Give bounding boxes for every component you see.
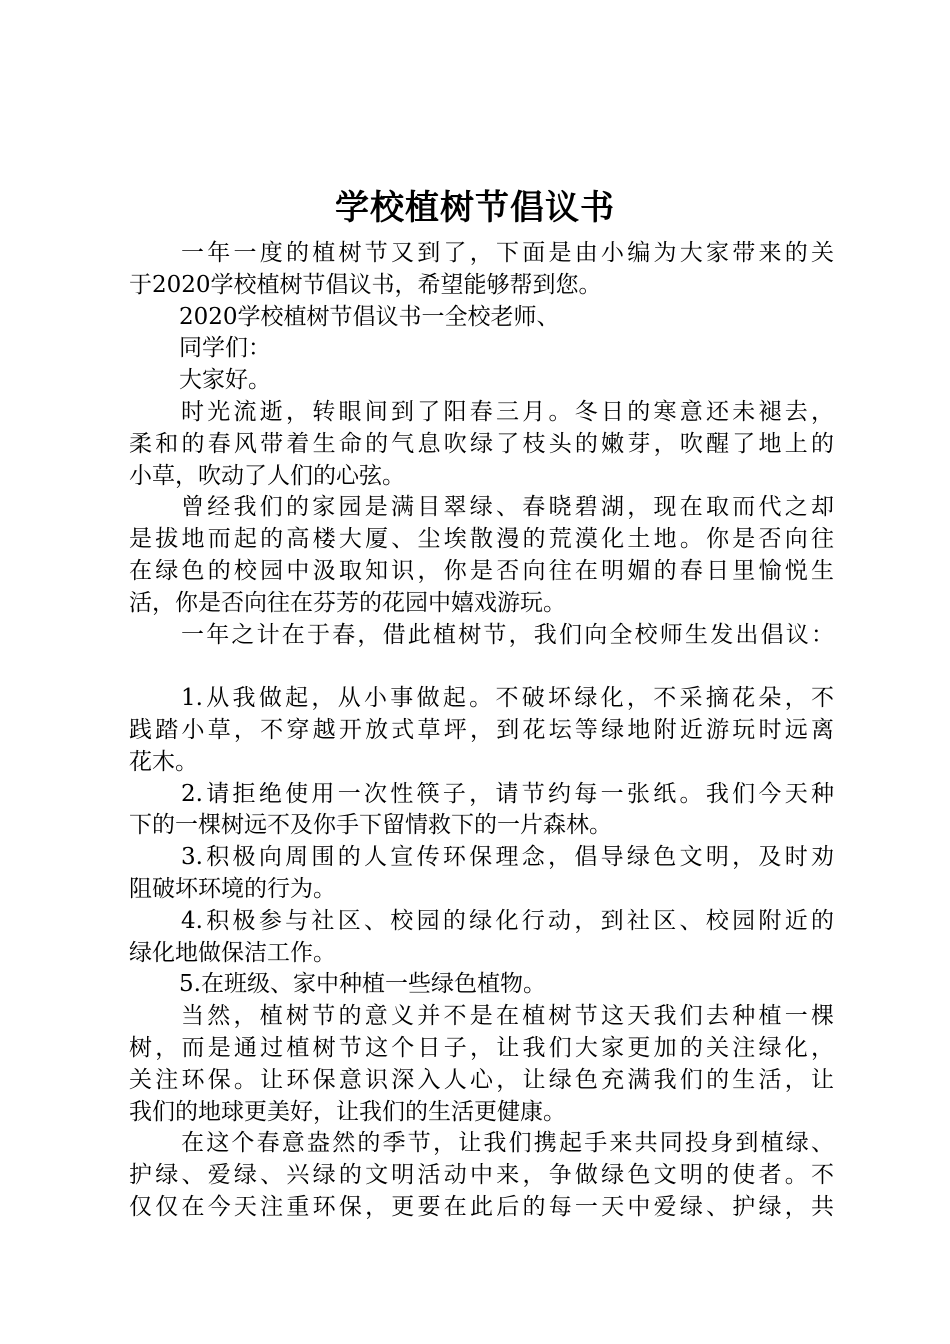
text-line: 绿化地做保洁工作。 xyxy=(129,939,336,966)
text-line: 在这个春意盎然的季节，让我们携起手来共同投身到植绿、 xyxy=(181,1130,834,1157)
text-line: 2020学校植树节倡议书一全校老师、 xyxy=(179,303,560,330)
text-line: 柔和的春风带着生命的气息吹绿了枝头的嫩芽，吹醒了地上的 xyxy=(129,430,834,457)
text-line: 树，而是通过植树节这个日子，让我们大家更加的关注绿化， xyxy=(129,1034,834,1061)
text-line: 践踏小草，不穿越开放式草坪，到花坛等绿地附近游玩时远离 xyxy=(129,716,834,743)
text-line: 2.请拒绝使用一次性筷子，请节约每一张纸。我们今天种 xyxy=(181,780,834,807)
text-line: 于2020学校植树节倡议书，希望能够帮到您。 xyxy=(129,271,602,298)
blank-line xyxy=(129,651,834,683)
text-line: 在绿色的校园中汲取知识，你是否向往在明媚的春日里愉悦生 xyxy=(129,557,834,584)
text-line: 曾经我们的家园是满目翠绿、春晓碧湖，现在取而代之却 xyxy=(181,494,834,521)
text-line: 5.在班级、家中种植一些绿色植物。 xyxy=(179,971,546,998)
text-line: 下的一棵树远不及你手下留情救下的一片森林。 xyxy=(129,812,612,839)
text-line: 活，你是否向往在芬芳的花园中嬉戏游玩。 xyxy=(129,589,566,616)
document-body xyxy=(129,238,834,1224)
text-line: 关注环保。让环保意识深入人心，让绿色充满我们的生活，让 xyxy=(129,1066,834,1093)
page-title: 学校植树节倡议书 xyxy=(335,188,615,228)
text-line: 我们的地球更美好，让我们的生活更健康。 xyxy=(129,1098,566,1125)
text-line: 1.从我做起，从小事做起。不破坏绿化，不采摘花朵，不 xyxy=(181,685,834,712)
text-line: 4.积极参与社区、校园的绿化行动，到社区、校园附近的 xyxy=(181,907,834,934)
text-line: 一年之计在于春，借此植树节，我们向全校师生发出倡议： xyxy=(181,621,834,648)
text-line: 小草，吹动了人们的心弦。 xyxy=(129,462,405,489)
text-line: 当然，植树节的意义并不是在植树节这天我们去种植一棵 xyxy=(181,1003,834,1030)
text-line: 时光流逝，转眼间到了阳春三月。冬日的寒意还未褪去， xyxy=(181,398,834,425)
text-line: 是拔地而起的高楼大厦、尘埃散漫的荒漠化土地。你是否向往 xyxy=(129,526,834,553)
text-line: 护绿、爱绿、兴绿的文明活动中来，争做绿色文明的使者。不 xyxy=(129,1162,834,1189)
text-line: 仅仅在今天注重环保，更要在此后的每一天中爱绿、护绿，共 xyxy=(129,1193,834,1220)
text-line: 阻破坏环境的行为。 xyxy=(129,875,336,902)
text-line: 同学们： xyxy=(179,335,271,362)
text-line: 花木。 xyxy=(129,748,198,775)
text-line: 大家好。 xyxy=(179,367,271,394)
text-line: 一年一度的植树节又到了，下面是由小编为大家带来的关 xyxy=(181,240,834,266)
text-line: 3.积极向周围的人宣传环保理念，倡导绿色文明，及时劝 xyxy=(181,844,834,871)
